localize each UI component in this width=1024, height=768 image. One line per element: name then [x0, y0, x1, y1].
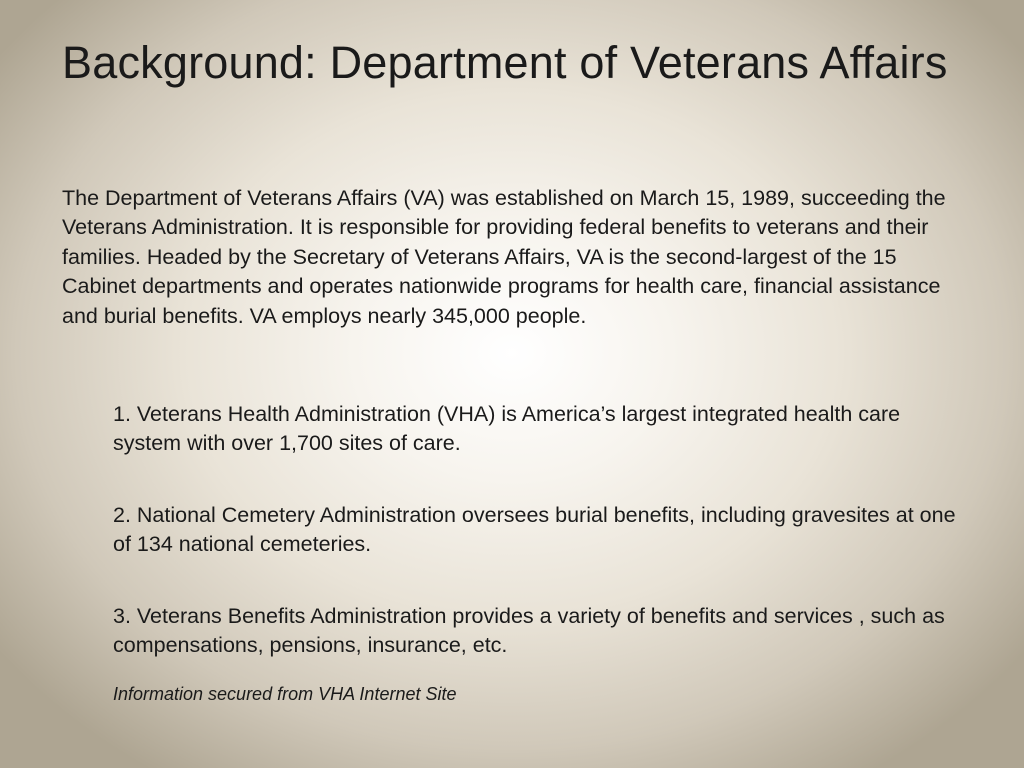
list-item-vha: 1. Veterans Health Administration (VHA) is America’s largest integrated health care system with over 1,700 sites of care.: [113, 402, 901, 456]
slide-title: Background: Department of Veterans Affairs: [62, 37, 948, 88]
list-item-nca: 2. National Cemetery Administration oversees burial benefits, including gravesites at one of 134 national cemeteries.: [113, 502, 956, 557]
administration-list: [113, 400, 973, 702]
intro-paragraph: The Department of Veterans Affairs (VA) was established on March 15, 1989, succeeding the Veterans Administration. It is responsible for providing federal benefits to veterans and their families. Headed by the Secretary of Veterans Affairs, VA is the second-largest of the 15 Cabinet departments and operates nationwide programs for health care, financial assistance and burial benefits. VA employs nearly 345,000 people.: [62, 186, 946, 328]
list-item-vba: 3. Veterans Benefits Administration provides a variety of benefits and services , such as compensations, pensions, insurance, etc.: [113, 603, 945, 658]
source-note: Information secured from VHA Internet Site: [113, 684, 457, 704]
